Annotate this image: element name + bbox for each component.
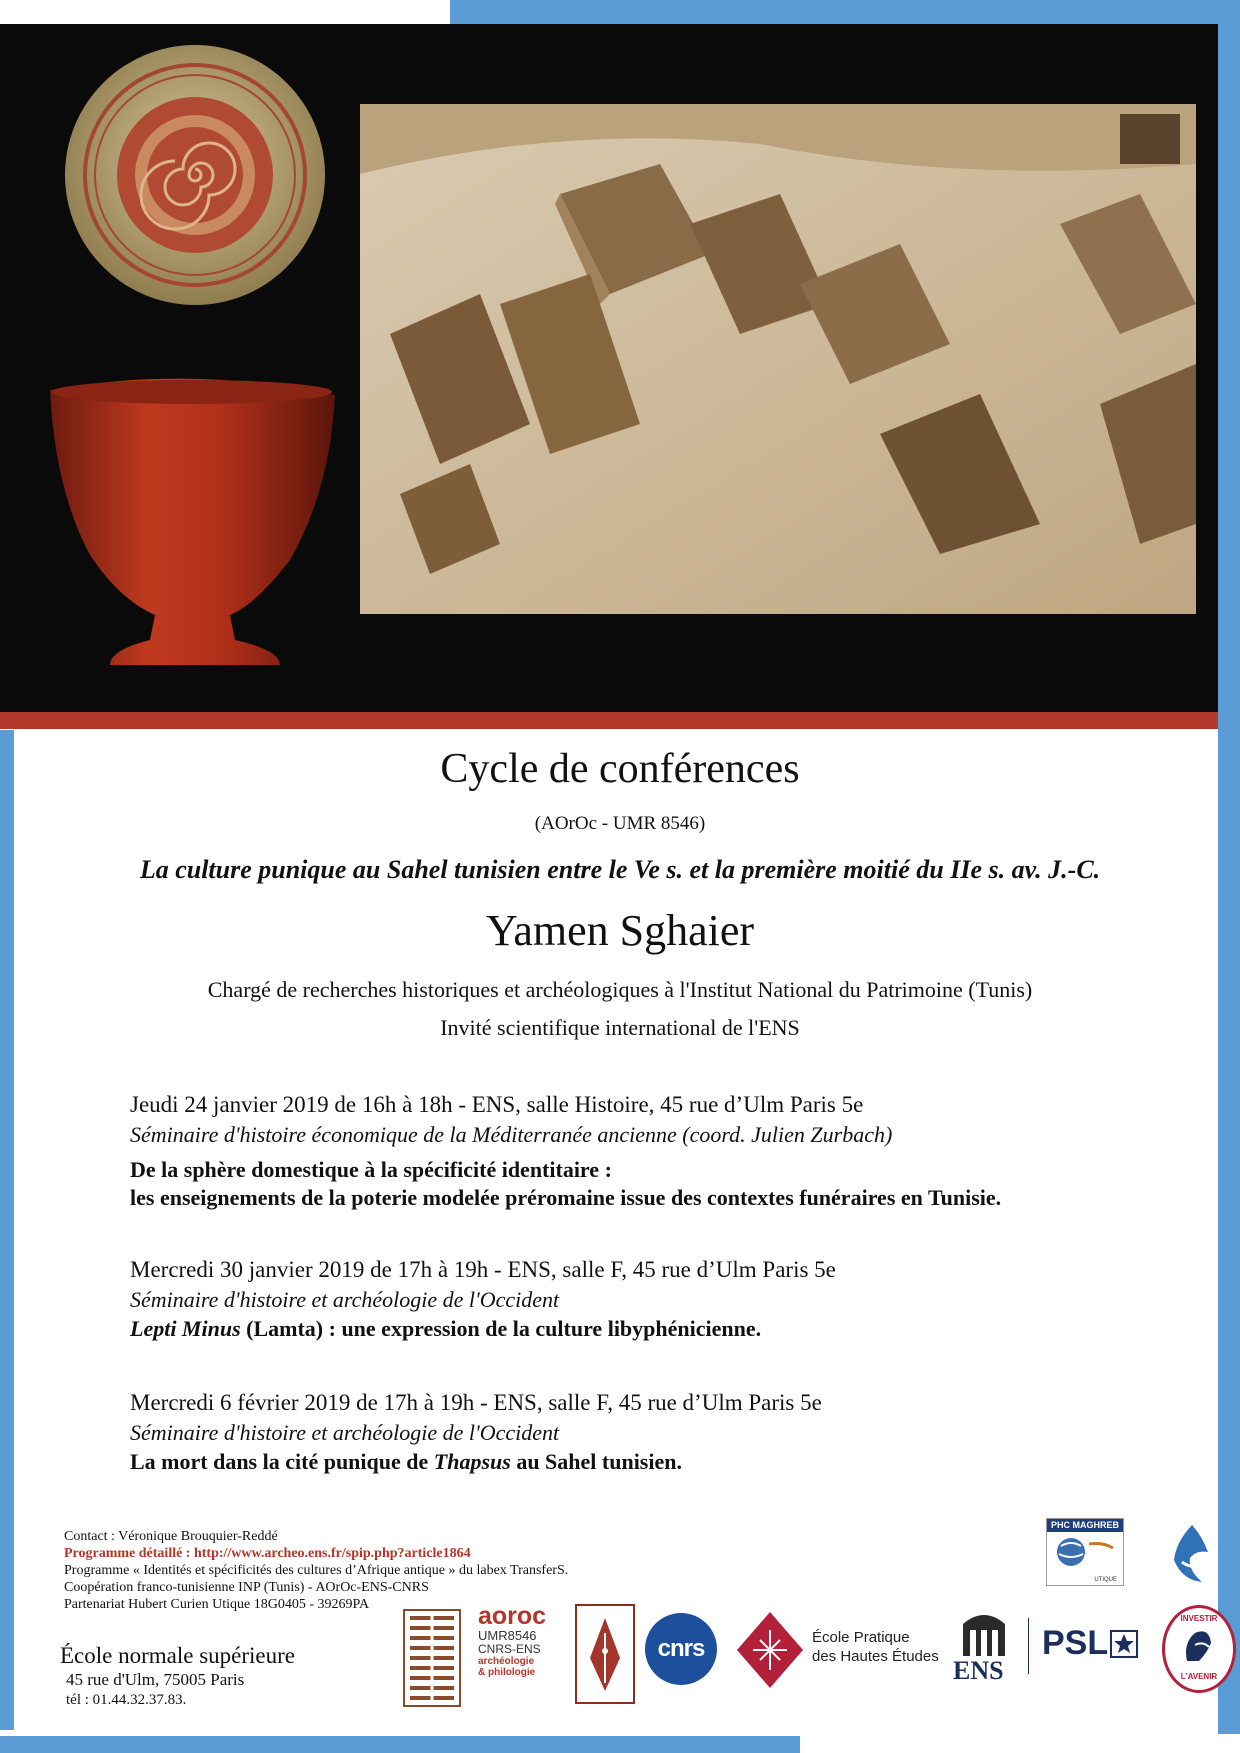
avenir-label: L'AVENIR xyxy=(1180,1672,1218,1681)
painted-plate-image xyxy=(60,40,330,310)
session-seminar: Séminaire d'histoire économique de la Méditerranée ancienne (coord. Julien Zurbach) xyxy=(130,1122,893,1147)
aoroc-unit: UMR8546 xyxy=(478,1628,537,1643)
excavation-photo xyxy=(360,104,1196,614)
contact-line: Contact : Véronique Brouquier-Reddé xyxy=(64,1529,278,1544)
ens-address-block xyxy=(60,1643,295,1711)
speaker-invite: Invité scientifique international de l'ENS xyxy=(440,1015,800,1040)
aoroc-name: aoroc xyxy=(478,1602,547,1630)
ens-logo-text: ENS xyxy=(953,1656,1004,1685)
cooperation-line: Coopération franco-tunisienne INP (Tunis) - AOrOc-ENS-CNRS xyxy=(64,1580,429,1595)
psl-star-icon xyxy=(1110,1630,1138,1658)
aoroc-partners: CNRS-ENS xyxy=(478,1642,541,1656)
session-date: Mercredi 30 janvier 2019 de 17h à 19h - ENS, salle F, 45 rue d’Ulm Paris 5e xyxy=(130,1257,836,1282)
session-title xyxy=(130,1315,1190,1343)
ephe-logo-text xyxy=(812,1628,939,1666)
session-date: Jeudi 24 janvier 2019 de 16h à 18h - ENS, salle Histoire, 45 rue d’Ulm Paris 5e xyxy=(130,1092,864,1117)
session-seminar: Séminaire d'histoire et archéologie de l'Occident xyxy=(130,1287,560,1312)
session-2 xyxy=(130,1255,1190,1343)
session-title-pre: La mort dans la cité punique de xyxy=(130,1449,434,1474)
site-name: Thapsus xyxy=(433,1449,511,1474)
phc-utique: UTIQUE xyxy=(1094,1577,1117,1583)
page-title: Cycle de conférences xyxy=(440,746,800,792)
programme-link[interactable]: Programme détaillé : http://www.archeo.ens.fr/spip.php?article1864 xyxy=(64,1546,471,1561)
session-title: De la sphère domestique à la spécificité identitaire : xyxy=(130,1157,612,1182)
red-cup-image xyxy=(40,370,340,675)
aoroc-logo xyxy=(478,1603,564,1678)
phc-maghreb-logo xyxy=(1046,1518,1124,1586)
psl-divider xyxy=(1028,1618,1029,1674)
cycle-theme: La culture punique au Sahel tunisien entre le Ve s. et la première moitié du IIe s. av. J.-C. xyxy=(139,855,1101,884)
cnrs-logo xyxy=(645,1613,717,1685)
psl-logo-text: PSL xyxy=(1042,1624,1109,1662)
inp-logo-icon xyxy=(1162,1520,1222,1590)
ephe-line-1: École Pratique xyxy=(812,1629,910,1646)
labex-line: Programme « Identités et spécificités des cultures d’Afrique antique » du labex TransferS. xyxy=(64,1563,569,1578)
session-title xyxy=(130,1448,1190,1476)
session-1 xyxy=(130,1090,1190,1212)
ens-address: 45 rue d'Ulm, 75005 Paris xyxy=(66,1670,245,1689)
partnership-line: Partenariat Hubert Curien Utique 18G0405 - 39269PA xyxy=(64,1597,370,1612)
session-3 xyxy=(130,1388,1190,1476)
red-divider xyxy=(0,712,1218,729)
investir-avenir-logo xyxy=(1162,1605,1236,1693)
pen-nib-logo-icon xyxy=(574,1603,636,1705)
phc-label: PHC MAGHREB xyxy=(1047,1519,1123,1532)
aoroc-tag: archéologie xyxy=(478,1656,535,1667)
bottom-blue-bar xyxy=(0,1736,800,1753)
ephe-diamond-icon xyxy=(735,1610,805,1690)
session-title-post: au Sahel tunisien. xyxy=(510,1449,682,1474)
cnrs-text: cnrs xyxy=(657,1635,705,1662)
globe-icon xyxy=(1047,1532,1123,1572)
session-seminar: Séminaire d'histoire et archéologie de l'Occident xyxy=(130,1420,560,1445)
marianne-icon xyxy=(1165,1623,1233,1667)
session-title-cont: les enseignements de la poterie modelée préromaine issue des contextes funéraires en Tunisie. xyxy=(130,1185,1002,1210)
ens-phone: tél : 01.44.32.37.83. xyxy=(66,1692,187,1708)
ens-name: École normale supérieure xyxy=(60,1643,295,1668)
ens-building-icon xyxy=(955,1606,1013,1658)
transfers-logo-icon xyxy=(402,1608,462,1708)
speaker-role: Chargé de recherches historiques et archéologiques à l'Institut National du Patrimoine (Tunis) xyxy=(207,977,1033,1002)
session-title-rest: (Lamta) : une expression de la culture libyphénicienne. xyxy=(240,1316,762,1341)
top-blue-bar xyxy=(450,0,1240,24)
ephe-line-2: des Hautes Études xyxy=(812,1648,939,1665)
speaker-name: Yamen Sghaier xyxy=(485,906,755,955)
session-date: Mercredi 6 février 2019 de 17h à 19h - ENS, salle F, 45 rue d’Ulm Paris 5e xyxy=(130,1390,822,1415)
investir-label: INVESTIR xyxy=(1180,1614,1218,1623)
lab-subtitle: (AOrOc - UMR 8546) xyxy=(534,813,706,834)
aoroc-tag-2: & philologie xyxy=(478,1667,536,1678)
site-name: Lepti Minus xyxy=(130,1316,241,1341)
